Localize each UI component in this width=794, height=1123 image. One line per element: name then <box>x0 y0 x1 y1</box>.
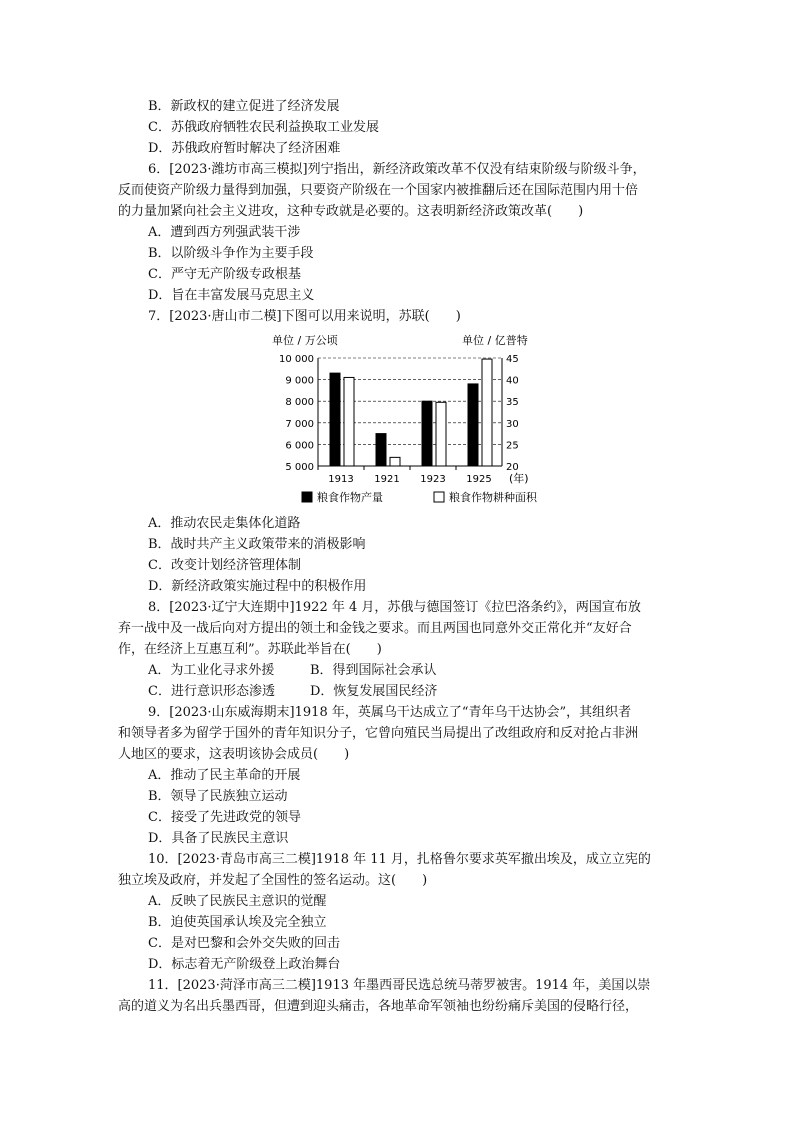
right-tick-label: 25 <box>506 440 519 452</box>
left-tick-label: 8 000 <box>285 397 314 409</box>
q7-option-b: B．战时共产主义政策带来的消极影响 <box>148 537 366 552</box>
q6-option-a: A．遭到西方列强武装干涉 <box>148 225 301 240</box>
left-axis-label: 单位 / 万公顷 <box>272 334 338 347</box>
q7-option-d: D．新经济政策实施过程中的积极作用 <box>148 579 367 594</box>
q6-option-c: C．严守无产阶级专政根基 <box>148 267 301 282</box>
right-tick-label: 20 <box>506 462 519 473</box>
bar-grain-yield <box>376 434 386 466</box>
q6-stem-line-2: 反而使资产阶级力量得到加强，只要资产阶级在一个国家内被推翻后还在国际范围内用十倍 <box>118 183 639 198</box>
q8-stem-line-3: 作，在经济上互惠互利”。苏联此举旨在( ) <box>118 642 382 657</box>
q8-option-b: B．得到国际社会承认 <box>310 663 437 678</box>
q9-stem-line-3: 人地区的要求，这表明该协会成员( ) <box>118 747 350 762</box>
q6-option-b: B．以阶级斗争作为主要手段 <box>148 246 314 261</box>
bar-grain-yield <box>330 373 340 466</box>
q5-option-b: B．新政权的建立促进了经济发展 <box>148 99 340 114</box>
q8-stem-line-2: 弃一战中及一战后向对方提出的领土和金钱之要求。而且两国也同意外交正常化并“友好合 <box>118 621 632 636</box>
x-tick-label: 1925 <box>466 474 492 485</box>
q8-stem-line-1: 8．[2023·辽宁大连期中]1922 年 4 月，苏俄与德国签订《拉巴洛条约》，两国宣布放 <box>148 600 641 615</box>
q8-option-c: C．进行意识形态渗透 <box>148 684 275 699</box>
legend-label-area: 粮食作物耕种面积 <box>449 491 537 504</box>
left-tick-label: 6 000 <box>285 440 314 452</box>
q6-stem-line-3: 的力量加紧向社会主义进攻，这种专政就是必要的。这表明新经济政策改革( ) <box>118 204 584 219</box>
q10-option-b: B．迫使英国承认埃及完全独立 <box>148 915 327 930</box>
right-tick-label: 40 <box>506 375 519 387</box>
q10-option-a: A．反映了民族民主意识的觉醒 <box>148 894 327 909</box>
q10-option-c: C．是对巴黎和会外交失败的回击 <box>148 936 340 951</box>
right-tick-label: 30 <box>506 418 519 430</box>
grain-bar-chart <box>262 330 552 510</box>
q7-stem: 7．[2023·唐山市二模]下图可以用来说明，苏联( ) <box>148 309 461 324</box>
x-tick-label: 1923 <box>420 474 446 485</box>
left-tick-label: 9 000 <box>285 375 314 387</box>
x-tick-label: 1921 <box>374 474 400 485</box>
bar-grain-yield <box>422 401 432 466</box>
right-tick-label: 35 <box>506 397 519 409</box>
legend-swatch-yield <box>302 492 312 502</box>
right-axis-label: 单位 / 亿普特 <box>462 334 528 347</box>
left-tick-label: 10 000 <box>279 354 314 365</box>
bar-grain-area <box>390 457 400 466</box>
q8-option-d: D．恢复发展国民经济 <box>310 684 438 699</box>
q11-stem-line-2: 高的道义为名出兵墨西哥，但遭到迎头痛击，各地革命军领袖也纷纷痛斥美国的侵略行径， <box>118 999 639 1014</box>
x-axis-unit: (年) <box>509 472 529 485</box>
bar-grain-area <box>482 359 492 466</box>
q9-option-a: A．推动了民主革命的开展 <box>148 768 301 783</box>
legend-swatch-area <box>434 492 444 502</box>
right-tick-label: 45 <box>506 354 519 365</box>
bar-grain-yield <box>468 384 478 466</box>
bar-grain-area <box>436 402 446 466</box>
x-tick-label: 1913 <box>328 474 354 485</box>
q9-option-c: C．接受了先进政党的领导 <box>148 810 301 825</box>
q11-stem-line-1: 11．[2023·菏泽市高三二模]1913 年墨西哥民选总统马蒂罗被害。1914 年，美国以崇 <box>148 978 651 993</box>
q8-option-a: A．为工业化寻求外援 <box>148 663 275 678</box>
q10-stem-line-1: 10．[2023·青岛市高三二模]1918 年 11 月，扎格鲁尔要求英军撤出埃及，成立立宪的 <box>148 852 651 867</box>
q10-stem-line-2: 独立埃及政府，并发起了全国性的签名运动。这( ) <box>118 873 428 888</box>
q6-option-d: D．旨在丰富发展马克思主义 <box>148 288 315 303</box>
q6-stem-line-1: 6．[2023·潍坊市高三模拟]列宁指出，新经济政策改革不仅没有结束阶级与阶级斗争， <box>148 162 646 177</box>
q9-option-d: D．具备了民族民主意识 <box>148 831 289 846</box>
legend-label-yield: 粮食作物产量 <box>317 491 383 504</box>
left-tick-label: 5 000 <box>285 462 314 473</box>
q5-option-d: D．苏俄政府暂时解决了经济困难 <box>148 141 341 156</box>
q7-option-c: C．改变计划经济管理体制 <box>148 558 301 573</box>
q9-option-b: B．领导了民族独立运动 <box>148 789 288 804</box>
q5-option-c: C．苏俄政府牺牲农民利益换取工业发展 <box>148 120 379 135</box>
q7-option-a: A．推动农民走集体化道路 <box>148 516 301 531</box>
q9-stem-line-1: 9．[2023·山东威海期末]1918 年，英属乌干达成立了“青年乌干达协会”，其组织者 <box>148 705 632 720</box>
left-tick-label: 7 000 <box>285 418 314 430</box>
q9-stem-line-2: 和领导者多为留学于国外的青年知识分子，它曾向殖民当局提出了改组政府和反对抢占非洲 <box>118 726 639 741</box>
q10-option-d: D．标志着无产阶级登上政治舞台 <box>148 957 341 972</box>
bar-grain-area <box>344 377 354 466</box>
